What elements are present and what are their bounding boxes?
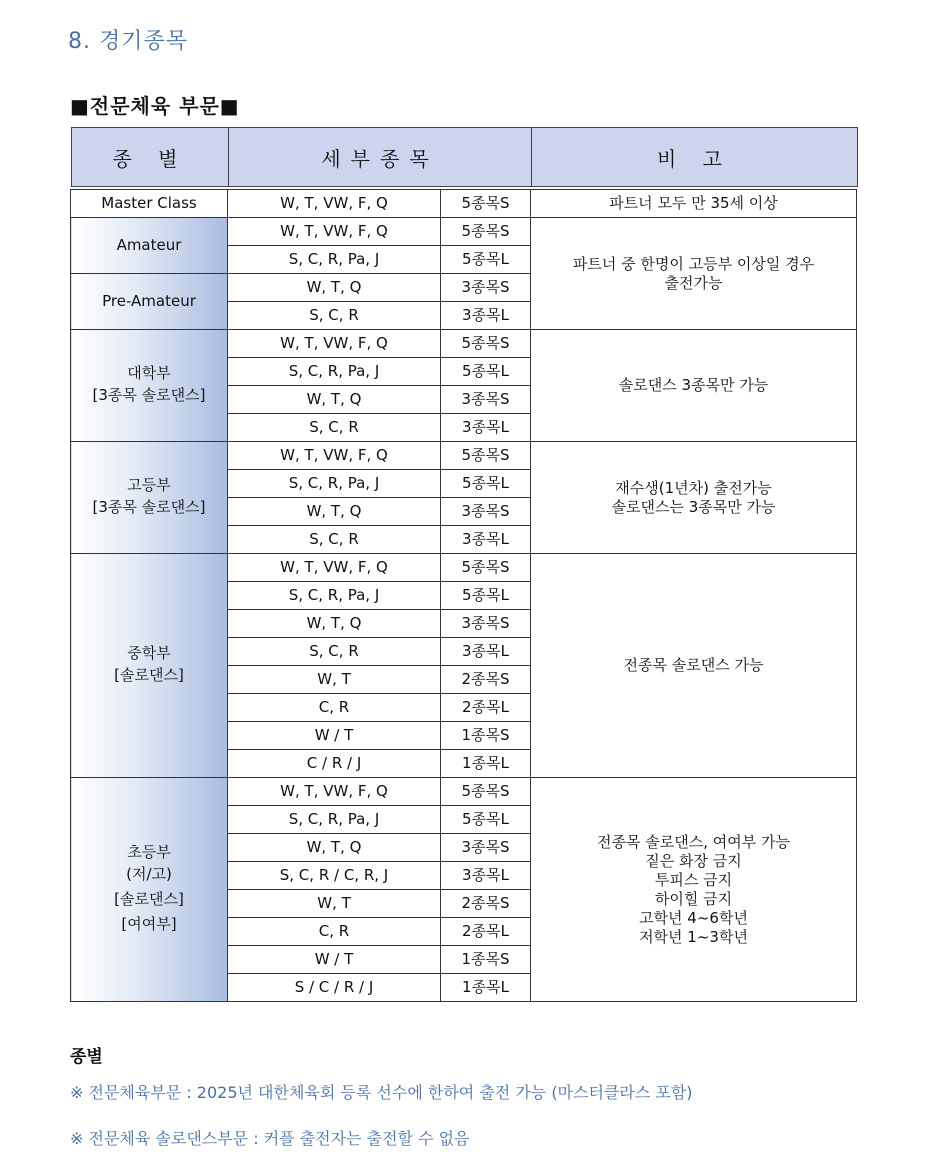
category-cell (71, 778, 228, 1002)
event-list: W, T, VW, F, Q (228, 330, 441, 358)
category-subname: [3종목 솔로댄스] (92, 385, 206, 404)
event-list: W, T, VW, F, Q (228, 442, 441, 470)
category-subname: [솔로댄스] (114, 665, 184, 684)
section-title: 8. 경기종목 (68, 29, 188, 54)
event-list: C, R (228, 694, 441, 722)
category-cell (71, 218, 228, 274)
table-header (71, 127, 858, 187)
event-code: 1종목S (441, 946, 531, 974)
category-cell (71, 554, 228, 778)
event-code: 5종목L (441, 246, 531, 274)
category-cell (71, 330, 228, 442)
remark-cell: 솔로댄스 3종목만 가능 (531, 330, 857, 442)
event-list: W, T (228, 666, 441, 694)
category-name: 대학부 (127, 363, 171, 382)
category-cell (71, 442, 228, 554)
category-name: Pre-Amateur (102, 292, 196, 310)
event-list: S, C, R / C, R, J (228, 862, 441, 890)
event-list: S, C, R, Pa, J (228, 470, 441, 498)
event-list: S / C / R / J (228, 974, 441, 1002)
event-list: S, C, R (228, 302, 441, 330)
header-events: 세부종목 (229, 128, 532, 187)
event-list: C, R (228, 918, 441, 946)
event-code: 3종목L (441, 862, 531, 890)
event-code: 5종목L (441, 582, 531, 610)
table-row (71, 442, 857, 470)
category-cell (71, 274, 228, 330)
event-list: W, T, VW, F, Q (228, 554, 441, 582)
table-row (71, 778, 857, 806)
table-row (71, 190, 857, 218)
notes-label: 종별 (70, 1047, 103, 1067)
category-name: 중학부 (127, 643, 171, 662)
event-code: 5종목S (441, 778, 531, 806)
table-row (71, 554, 857, 582)
event-list: S, C, R, Pa, J (228, 246, 441, 274)
events-table (70, 189, 857, 1002)
event-list: S, C, R, Pa, J (228, 582, 441, 610)
category-subname: (저/고) [솔로댄스] [여여부] (114, 864, 184, 933)
event-list: W / T (228, 946, 441, 974)
event-code: 3종목S (441, 498, 531, 526)
event-code: 5종목S (441, 330, 531, 358)
category-name: Amateur (116, 236, 182, 254)
event-code: 5종목S (441, 190, 531, 218)
event-list: W, T, VW, F, Q (228, 778, 441, 806)
event-code: 3종목S (441, 274, 531, 302)
event-list: S, C, R (228, 414, 441, 442)
event-list: W, T, VW, F, Q (228, 190, 441, 218)
event-code: 2종목S (441, 890, 531, 918)
remark-cell: 전종목 솔로댄스 가능 (531, 554, 857, 778)
event-code: 3종목S (441, 386, 531, 414)
event-code: 3종목L (441, 414, 531, 442)
event-code: 2종목L (441, 918, 531, 946)
table-row (71, 330, 857, 358)
event-code: 1종목S (441, 722, 531, 750)
event-list: S, C, R (228, 526, 441, 554)
remark-cell: 파트너 모두 만 35세 이상 (531, 190, 857, 218)
event-list: W, T, Q (228, 498, 441, 526)
event-code: 5종목S (441, 442, 531, 470)
event-code: 3종목S (441, 610, 531, 638)
event-list: W, T (228, 890, 441, 918)
event-code: 5종목L (441, 358, 531, 386)
event-code: 3종목S (441, 834, 531, 862)
event-code: 1종목L (441, 750, 531, 778)
event-code: 5종목L (441, 806, 531, 834)
notes-section (70, 1042, 693, 1148)
event-list: S, C, R, Pa, J (228, 806, 441, 834)
note-item: ※ 전문체육 솔로댄스부문 : 커플 출전자는 출전할 수 없음 (70, 1129, 470, 1148)
category-name: 고등부 (127, 475, 171, 494)
sub-title: ■전문체육 부문■ (70, 94, 240, 118)
event-list: W, T, VW, F, Q (228, 218, 441, 246)
event-list: W, T, Q (228, 610, 441, 638)
category-cell (71, 190, 228, 218)
event-code: 3종목L (441, 526, 531, 554)
event-list: W, T, Q (228, 274, 441, 302)
event-list: S, C, R (228, 638, 441, 666)
category-name: Master Class (101, 194, 197, 212)
event-list: W / T (228, 722, 441, 750)
header-category: 종 별 (72, 128, 229, 187)
event-code: 2종목L (441, 694, 531, 722)
header-remarks: 비 고 (532, 128, 858, 187)
event-code: 5종목S (441, 218, 531, 246)
event-list: W, T, Q (228, 834, 441, 862)
event-code: 3종목L (441, 302, 531, 330)
event-list: C / R / J (228, 750, 441, 778)
event-code: 5종목L (441, 470, 531, 498)
remark-cell: 파트너 중 한명이 고등부 이상일 경우 출전가능 (531, 218, 857, 330)
event-list: W, T, Q (228, 386, 441, 414)
remark-cell: 재수생(1년차) 출전가능 솔로댄스는 3종목만 가능 (531, 442, 857, 554)
event-code: 1종목L (441, 974, 531, 1002)
event-code: 5종목S (441, 554, 531, 582)
note-item: ※ 전문체육부문 : 2025년 대한체육회 등록 선수에 한하여 출전 가능 (마스터클라스 포함) (70, 1083, 693, 1102)
category-subname: [3종목 솔로댄스] (92, 497, 206, 516)
event-code: 2종목S (441, 666, 531, 694)
event-list: S, C, R, Pa, J (228, 358, 441, 386)
event-code: 3종목L (441, 638, 531, 666)
category-name: 초등부 (127, 842, 171, 861)
table-row (71, 218, 857, 246)
remark-cell: 전종목 솔로댄스, 여여부 가능 짙은 화장 금지 투피스 금지 하이힐 금지 고학년 4~6학년 저학년 1~3학년 (531, 778, 857, 1002)
